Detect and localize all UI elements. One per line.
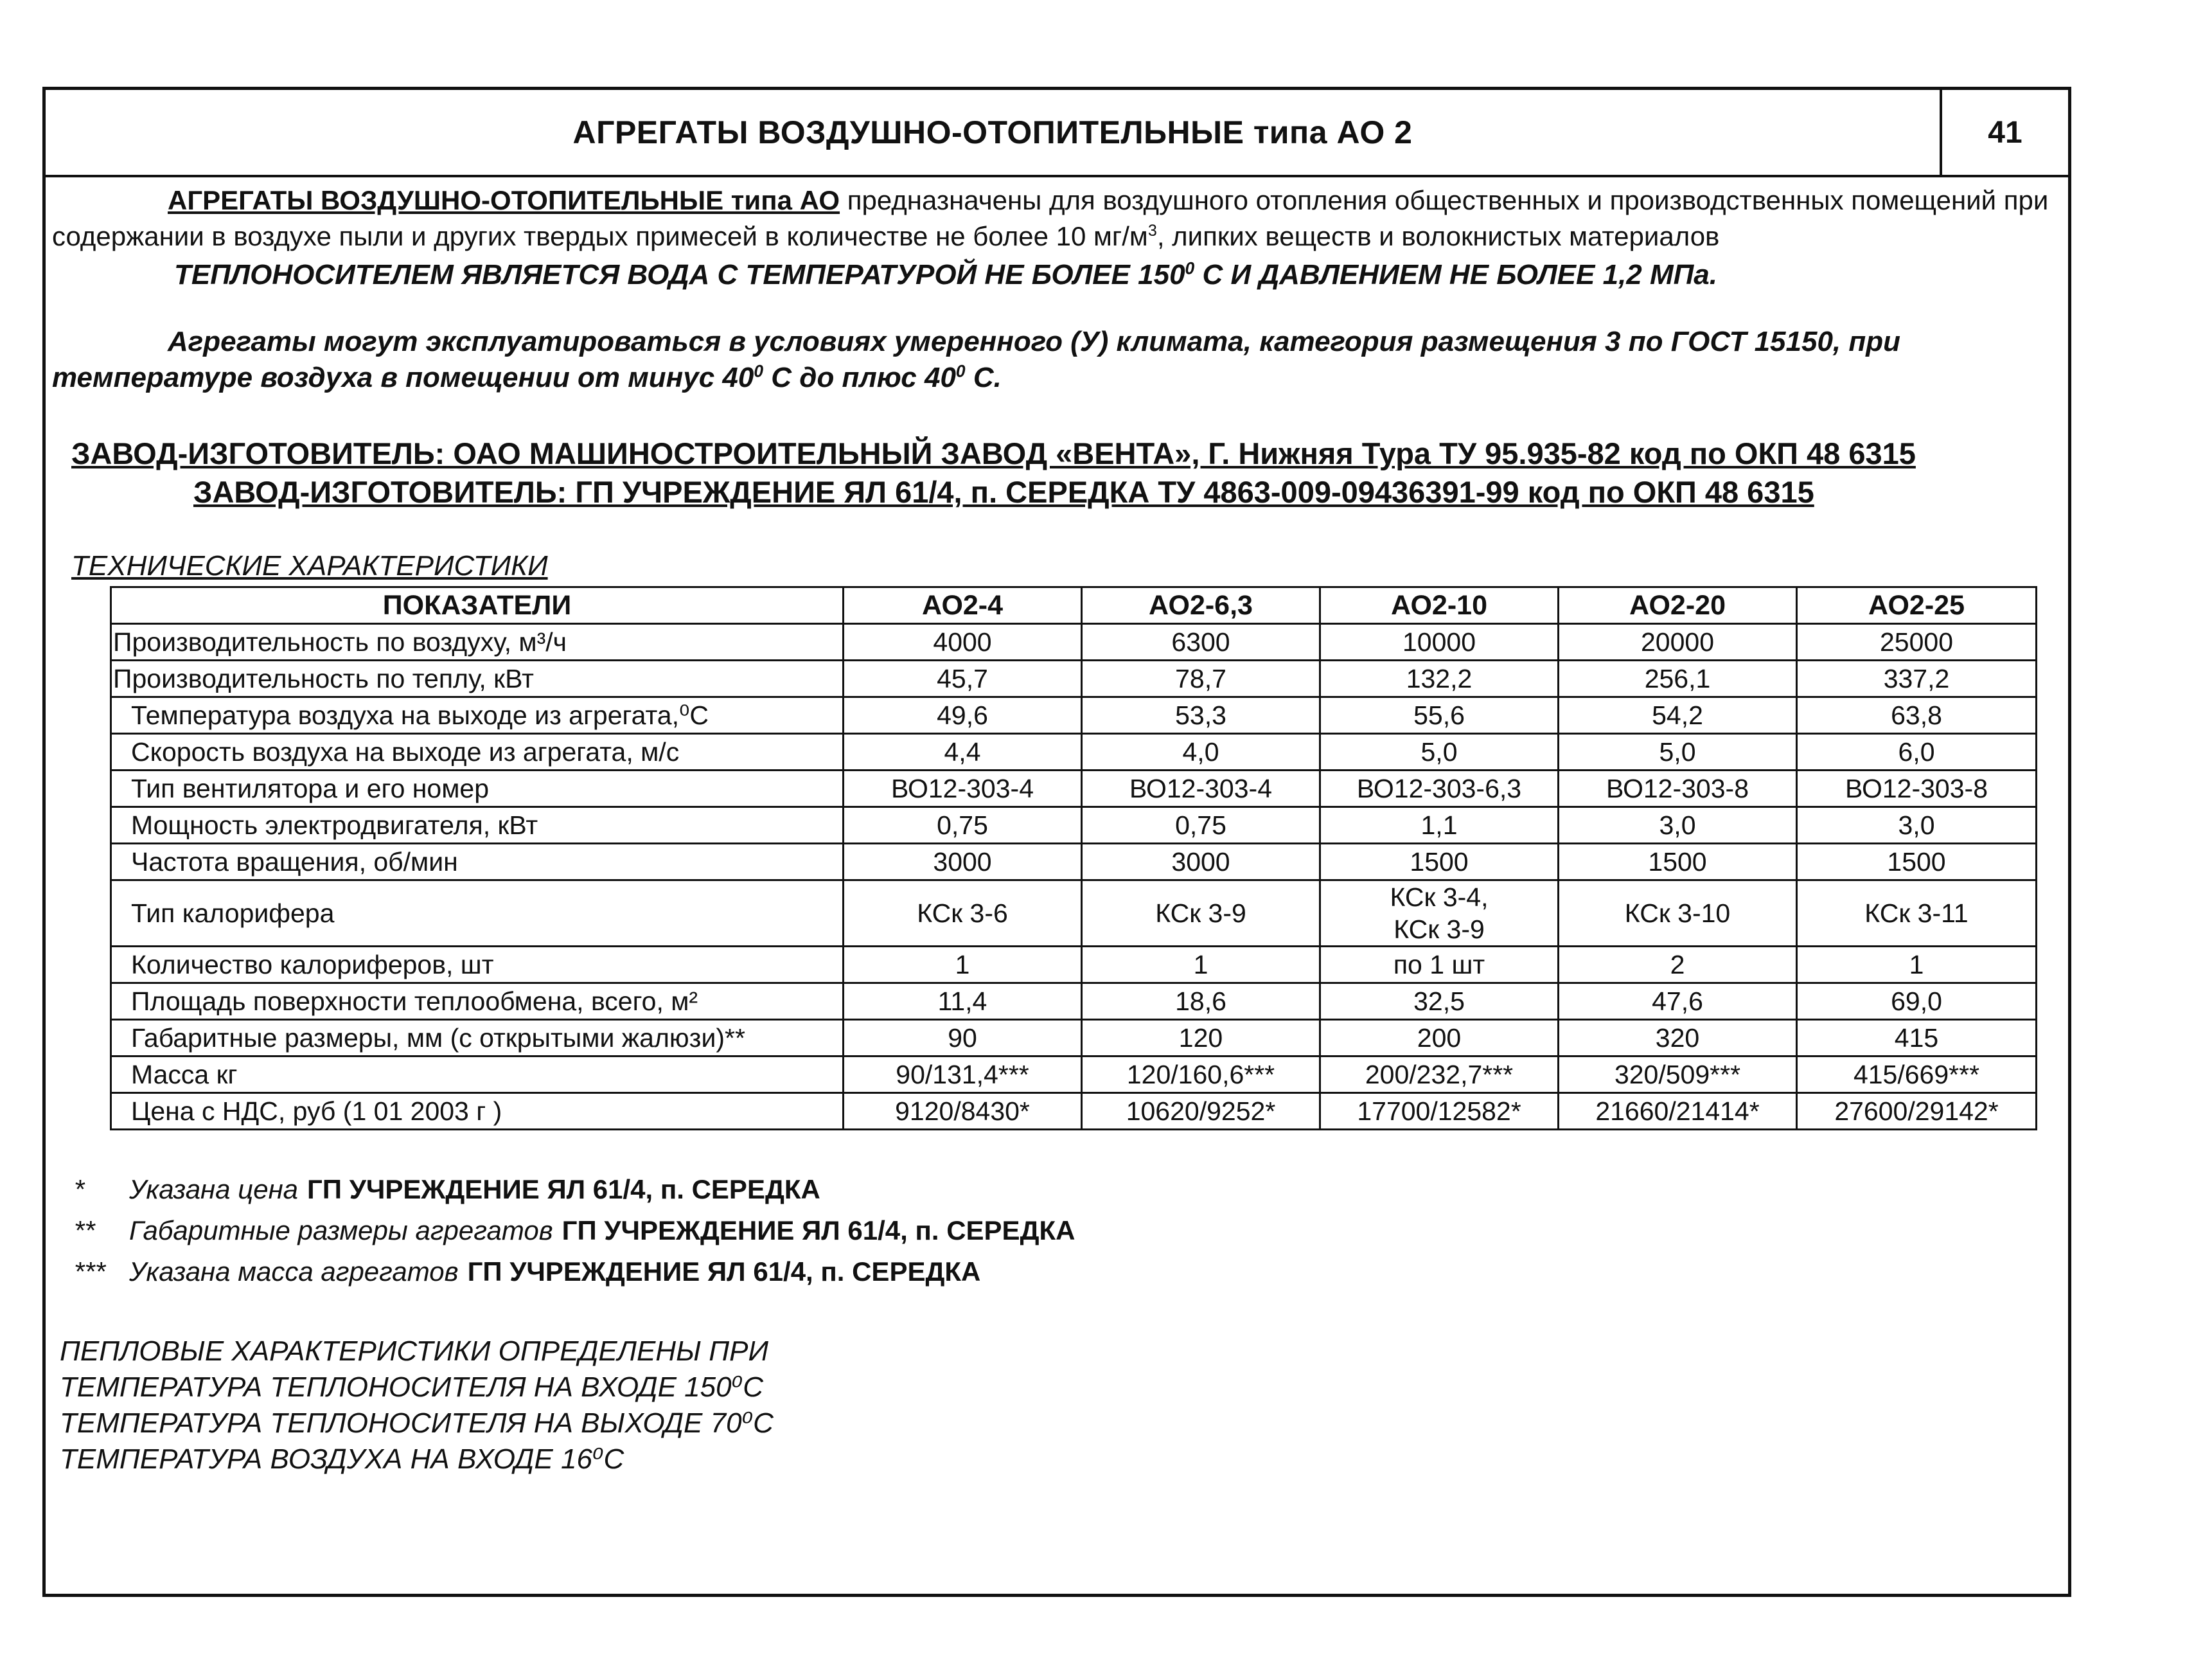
table-cell: 32,5 <box>1320 983 1559 1020</box>
table-cell: 53,3 <box>1082 697 1320 734</box>
table-cell: КСк 3-11 <box>1797 880 2037 947</box>
table-cell: 21660/21414* <box>1559 1093 1797 1130</box>
table-row <box>111 661 2037 697</box>
intro-lead: АГРЕГАТЫ ВОЗДУШНО-ОТОПИТЕЛЬНЫЕ типа АО <box>168 185 840 215</box>
table-cell: КСк 3-4, КСк 3-9 <box>1320 880 1559 947</box>
table-cell: 20000 <box>1559 624 1797 661</box>
table-cell: ВО12-303-8 <box>1797 771 2037 807</box>
thermal-line: ТЕМПЕРАТУРА ТЕПЛОНОСИТЕЛЯ НА ВЫХОДЕ 70⁰С <box>60 1407 774 1439</box>
row-label: Тип калорифера <box>111 880 844 947</box>
row-label: Габаритные размеры, мм (с открытыми жалюзи)** <box>111 1020 844 1056</box>
table-cell: 17700/12582* <box>1320 1093 1559 1130</box>
table-cell: КСк 3-9 <box>1082 880 1320 947</box>
table-cell: 1,1 <box>1320 807 1559 844</box>
table-cell: 0,75 <box>1082 807 1320 844</box>
table-cell: 120 <box>1082 1020 1320 1056</box>
table-cell: 25000 <box>1797 624 2037 661</box>
row-label: Производительность по воздуху, м³/ч <box>111 624 844 661</box>
row-label: Мощность электродвигателя, кВт <box>111 807 844 844</box>
table-cell: 11,4 <box>844 983 1082 1020</box>
column-header: АО2-10 <box>1320 587 1559 624</box>
table-cell: 18,6 <box>1082 983 1320 1020</box>
footnote <box>52 1210 2062 1251</box>
table-cell: 47,6 <box>1559 983 1797 1020</box>
table-cell: 55,6 <box>1320 697 1559 734</box>
table-cell: 90/131,4*** <box>844 1056 1082 1093</box>
table-cell: 415/669*** <box>1797 1056 2037 1093</box>
column-header: АО2-6,3 <box>1082 587 1320 624</box>
table-cell: ВО12-303-4 <box>844 771 1082 807</box>
table-cell: 45,7 <box>844 661 1082 697</box>
table-cell: 200 <box>1320 1020 1559 1056</box>
table-row <box>111 1056 2037 1093</box>
footnote-mark: *** <box>74 1256 106 1287</box>
table-cell: 5,0 <box>1559 734 1797 771</box>
table-cell: 1 <box>844 947 1082 983</box>
table-cell: 1 <box>1082 947 1320 983</box>
footnote-text: Указана масса агрегатов <box>129 1256 459 1287</box>
specs-title: ТЕХНИЧЕСКИЕ ХАРАКТЕРИСТИКИ <box>71 550 548 582</box>
column-header: АО2-20 <box>1559 587 1797 624</box>
table-cell: 49,6 <box>844 697 1082 734</box>
table-cell: 3,0 <box>1559 807 1797 844</box>
heat-carrier-part1: ТЕПЛОНОСИТЕЛЕМ ЯВЛЯЕТСЯ ВОДА С ТЕМПЕРАТУРОЙ НЕ БОЛЕЕ 150 <box>174 259 1185 290</box>
heat-carrier-part2: С И ДАВЛЕНИЕМ НЕ БОЛЕЕ 1,2 МПа. <box>1194 259 1717 290</box>
row-label: Скорость воздуха на выходе из агрегата, м/с <box>111 734 844 771</box>
table-row <box>111 880 2037 947</box>
table-cell: 4,4 <box>844 734 1082 771</box>
footnote <box>52 1251 2062 1292</box>
table-cell: 54,2 <box>1559 697 1797 734</box>
table-cell: 256,1 <box>1559 661 1797 697</box>
table-cell: по 1 шт <box>1320 947 1559 983</box>
table-cell: 1500 <box>1559 844 1797 880</box>
footnote-text: Указана цена <box>129 1174 299 1204</box>
row-label: Количество калориферов, шт <box>111 947 844 983</box>
table-cell: 1500 <box>1797 844 2037 880</box>
manufacturer-2: ЗАВОД-ИЗГОТОВИТЕЛЬ: ГП УЧРЕЖДЕНИЕ ЯЛ 61/4, п. СЕРЕДКА ТУ 4863-009-09436391-99 код по ОКП 48 6315 <box>193 475 1814 509</box>
table-cell: 6300 <box>1082 624 1320 661</box>
table-row <box>111 624 2037 661</box>
climate-sup1: 0 <box>754 361 764 381</box>
table-row <box>111 1020 2037 1056</box>
heat-carrier-sup: 0 <box>1185 258 1195 278</box>
table-cell: 10000 <box>1320 624 1559 661</box>
intro-text-end: , липких веществ и волокнистых материалов <box>1156 221 1720 251</box>
table-cell: 63,8 <box>1797 697 2037 734</box>
table-row <box>111 734 2037 771</box>
document-body <box>46 183 2068 1477</box>
table-cell: 1500 <box>1320 844 1559 880</box>
table-cell: ВО12-303-8 <box>1559 771 1797 807</box>
document-header <box>46 90 2068 177</box>
document-frame <box>42 87 2071 1597</box>
specs-table <box>110 586 2037 1130</box>
table-cell: 132,2 <box>1320 661 1559 697</box>
table-cell: 320/509*** <box>1559 1056 1797 1093</box>
row-label: Частота вращения, об/мин <box>111 844 844 880</box>
footnote <box>52 1169 2062 1210</box>
table-cell: 415 <box>1797 1020 2037 1056</box>
table-cell: 6,0 <box>1797 734 2037 771</box>
table-cell: 3000 <box>844 844 1082 880</box>
row-label: Масса кг <box>111 1056 844 1093</box>
table-cell: 9120/8430* <box>844 1093 1082 1130</box>
table-cell: ВО12-303-4 <box>1082 771 1320 807</box>
table-cell: 200/232,7*** <box>1320 1056 1559 1093</box>
intro-paragraph <box>52 183 2062 254</box>
thermal-line: ТЕМПЕРАТУРА ТЕПЛОНОСИТЕЛЯ НА ВХОДЕ 150⁰С <box>60 1371 763 1403</box>
table-row <box>111 697 2037 734</box>
table-cell: 1 <box>1797 947 2037 983</box>
table-cell: 69,0 <box>1797 983 2037 1020</box>
table-cell: 4000 <box>844 624 1082 661</box>
table-cell: 3,0 <box>1797 807 2037 844</box>
climate-part3: С. <box>965 362 1002 393</box>
footnote-org: ГП УЧРЕЖДЕНИЕ ЯЛ 61/4, п. СЕРЕДКА <box>307 1174 820 1204</box>
table-cell: 90 <box>844 1020 1082 1056</box>
table-cell: 10620/9252* <box>1082 1093 1320 1130</box>
footnotes <box>52 1169 2062 1292</box>
column-header: АО2-4 <box>844 587 1082 624</box>
table-cell: КСк 3-10 <box>1559 880 1797 947</box>
table-row <box>111 1093 2037 1130</box>
footnote-text: Габаритные размеры агрегатов <box>129 1215 553 1245</box>
table-row <box>111 947 2037 983</box>
table-cell: 3000 <box>1082 844 1320 880</box>
footnote-mark: ** <box>74 1215 95 1245</box>
table-cell: 337,2 <box>1797 661 2037 697</box>
row-label: Температура воздуха на выходе из агрегата,⁰С <box>111 697 844 734</box>
table-cell: ВО12-303-6,3 <box>1320 771 1559 807</box>
heat-carrier-note <box>174 257 2062 293</box>
table-row <box>111 983 2037 1020</box>
climate-part1: Агрегаты могут эксплуатироваться в условиях умеренного (У) климата, категория размещения 3 по ГОСТ 15150, при температуре воздуха в помещении от минус 40 <box>52 326 1900 393</box>
table-cell: 120/160,6*** <box>1082 1056 1320 1093</box>
row-label: Площадь поверхности теплообмена, всего, м² <box>111 983 844 1020</box>
page-number: 41 <box>1940 90 2068 175</box>
specs-header-row <box>111 587 2037 624</box>
manufacturer-1: ЗАВОД-ИЗГОТОВИТЕЛЬ: ОАО МАШИНОСТРОИТЕЛЬНЫЙ ЗАВОД «ВЕНТА», Г. Нижняя Тура ТУ 95.935-82 код по ОКП 48 6315 <box>71 436 1916 470</box>
specs-table-body <box>111 624 2037 1130</box>
intro-sup: 3 <box>1147 222 1157 240</box>
footnote-mark: * <box>74 1174 85 1204</box>
document-title: АГРЕГАТЫ ВОЗДУШНО-ОТОПИТЕЛЬНЫЕ типа АО 2 <box>572 114 1413 150</box>
table-row <box>111 844 2037 880</box>
column-header: АО2-25 <box>1797 587 2037 624</box>
table-cell: 2 <box>1559 947 1797 983</box>
table-cell: 5,0 <box>1320 734 1559 771</box>
climate-sup2: 0 <box>955 361 966 381</box>
climate-part2: С до плюс 40 <box>763 362 956 393</box>
table-cell: КСк 3-6 <box>844 880 1082 947</box>
table-cell: 4,0 <box>1082 734 1320 771</box>
row-label: Производительность по теплу, кВт <box>111 661 844 697</box>
thermal-line: ТЕМПЕРАТУРА ВОЗДУХА НА ВХОДЕ 16⁰С <box>60 1443 624 1475</box>
climate-note <box>52 324 2062 396</box>
column-header: ПОКАЗАТЕЛИ <box>111 587 844 624</box>
footnote-org: ГП УЧРЕЖДЕНИЕ ЯЛ 61/4, п. СЕРЕДКА <box>562 1215 1075 1245</box>
table-row <box>111 771 2037 807</box>
table-row <box>111 807 2037 844</box>
thermal-line: ПЕПЛОВЫЕ ХАРАКТЕРИСТИКИ ОПРЕДЕЛЕНЫ ПРИ <box>60 1335 768 1367</box>
row-label: Тип вентилятора и его номер <box>111 771 844 807</box>
table-cell: 27600/29142* <box>1797 1093 2037 1130</box>
table-cell: 0,75 <box>844 807 1082 844</box>
row-label: Цена с НДС, руб (1 01 2003 г ) <box>111 1093 844 1130</box>
table-cell: 320 <box>1559 1020 1797 1056</box>
intro-text: предназначены для воздушного отопления общественных и производственных помещений при содержании в воздухе пыли и других твердых примесей в количестве не более 10 мг/м <box>52 185 2049 251</box>
thermal-conditions <box>60 1333 2062 1477</box>
footnote-org: ГП УЧРЕЖДЕНИЕ ЯЛ 61/4, п. СЕРЕДКА <box>467 1256 981 1287</box>
table-cell: 78,7 <box>1082 661 1320 697</box>
